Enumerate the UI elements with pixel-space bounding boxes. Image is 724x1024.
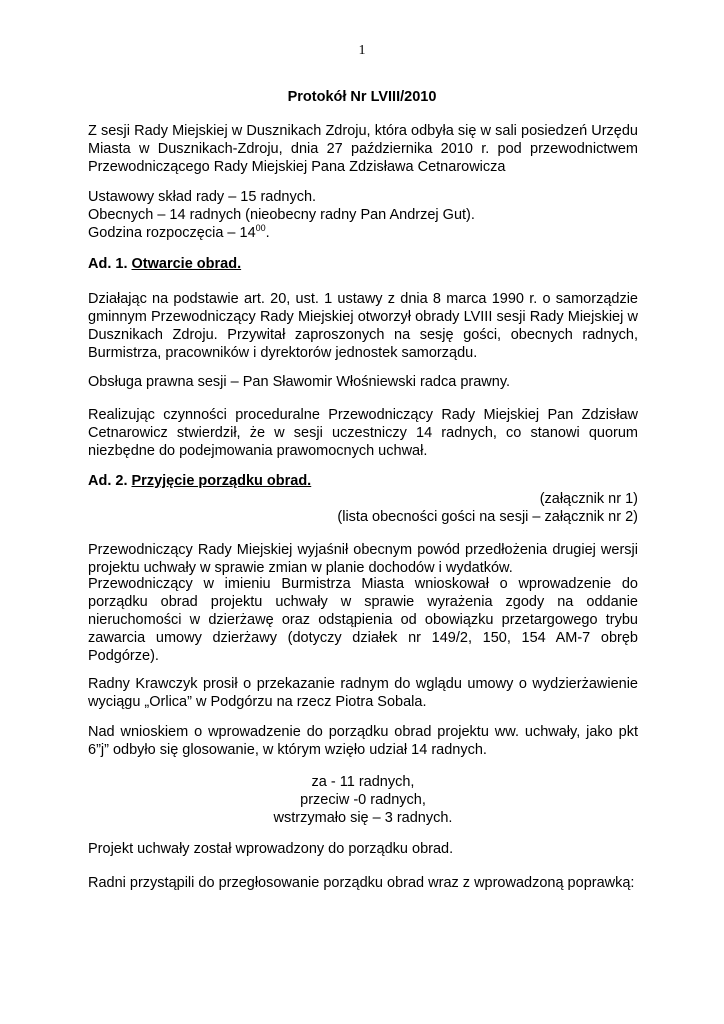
section-title: Otwarcie obrad.: [131, 256, 242, 272]
annex-2: (lista obecności gości na sesji – załącznik nr 2): [337, 509, 638, 525]
annex-1: (załącznik nr 1): [539, 491, 638, 507]
ad2-paragraph-result: Projekt uchwały został wprowadzony do porządku obrad.: [88, 841, 454, 857]
section-heading-ad1: [88, 255, 638, 273]
intro-paragraph: Z sesji Rady Miejskiej w Dusznikach Zdroju, która odbyła się w sali posiedzeń Urzędu Miasta w Dusznikach-Zdroju, dnia 27 października 2010 r. pod przewodnictwem Przewodniczącego Rady Miejskiej Pana Zdzisława Cetnarowicza: [88, 123, 638, 175]
ad2-paragraph-motion: Przewodniczący w imieniu Burmistrza Miasta wnioskował o wprowadzenie do porządku obrad projektu uchwały w sprawie wyrażenia zgody na oddanie nieruchomości w dzierżawę oraz odstąpienia od obowiązku przetargowego trybu zawarcia umowy dzierżawy (dotyczy działek nr 149/2, 150, 154 AM-7 obręb Podgórze).: [88, 576, 638, 664]
section-heading-ad2: [88, 472, 638, 490]
protocol-title: Protokół Nr LVIII/2010: [287, 89, 437, 105]
section-title: Przyjęcie porządku obrad.: [131, 473, 312, 489]
section-label: Ad. 2.: [88, 473, 128, 489]
vote-against: przeciw -0 radnych,: [300, 792, 426, 808]
ad2-paragraph-request: Radny Krawczyk prosił o przekazanie radnym do wglądu umowy o wydzierżawienie wyciągu „Orlica” w Podgórzu na rzecz Piotra Sobala.: [88, 676, 638, 710]
vote-for: za - 11 radnych,: [311, 774, 415, 790]
ad2-paragraph-explanation: Przewodniczący Rady Miejskiej wyjaśnił obecnym powód przedłożenia drugiej wersji projektu uchwały w sprawie zmian w planie dochodów i wydatków.: [88, 542, 638, 576]
start-time-line: Godzina rozpoczęcia – $14^{00}$.: [88, 223, 270, 241]
vote-abstain: wstrzymało się – 3 radnych.: [273, 810, 453, 826]
ad1-paragraph-legal: Obsługa prawna sesji – Pan Sławomir Włośniewski radca prawny.: [88, 374, 511, 390]
council-size-line: Ustawowy skład rady – 15 radnych.: [88, 189, 317, 205]
page-number: 1: [358, 43, 366, 58]
section-label: Ad. 1.: [88, 256, 128, 272]
ad2-paragraph-vote-intro: Nad wnioskiem o wprowadzenie do porządku obrad projektu ww. uchwały, jako pkt 6”j” odbyło się glosowanie, w którym wzięło udział 14 radnych.: [88, 724, 638, 758]
attendance-facts: [88, 188, 638, 242]
ad1-paragraph-quorum: Realizując czynności proceduralne Przewodniczący Rady Miejskiej Pan Zdzisław Cetnarowicz stwierdził, że w sesji uczestniczy 14 radnych, co stanowi quorum niezbędne do podejmowania prawomocnych uchwał.: [88, 407, 638, 459]
present-line: Obecnych – 14 radnych (nieobecny radny Pan Andrzej Gut).: [88, 207, 475, 223]
ad1-paragraph-opening: Działając na podstawie art. 20, ust. 1 ustawy z dnia 8 marca 1990 r. o samorządzie gminnym Przewodniczący Rady Miejskiej otworzył obrady LVIII sesji Rady Miejskiej w Dusznikach Zdroju. Przywitał zaproszonych na sesję gości, obecnych radnych, Burmistrza, pracowników i dyrektorów jednostek samorządu.: [88, 291, 638, 361]
annex-references: [88, 490, 638, 526]
ad2-paragraph-next-vote: Radni przystąpili do przegłosowanie porządku obrad wraz z wprowadzoną poprawką:: [88, 875, 635, 891]
vote-results: [88, 773, 638, 827]
